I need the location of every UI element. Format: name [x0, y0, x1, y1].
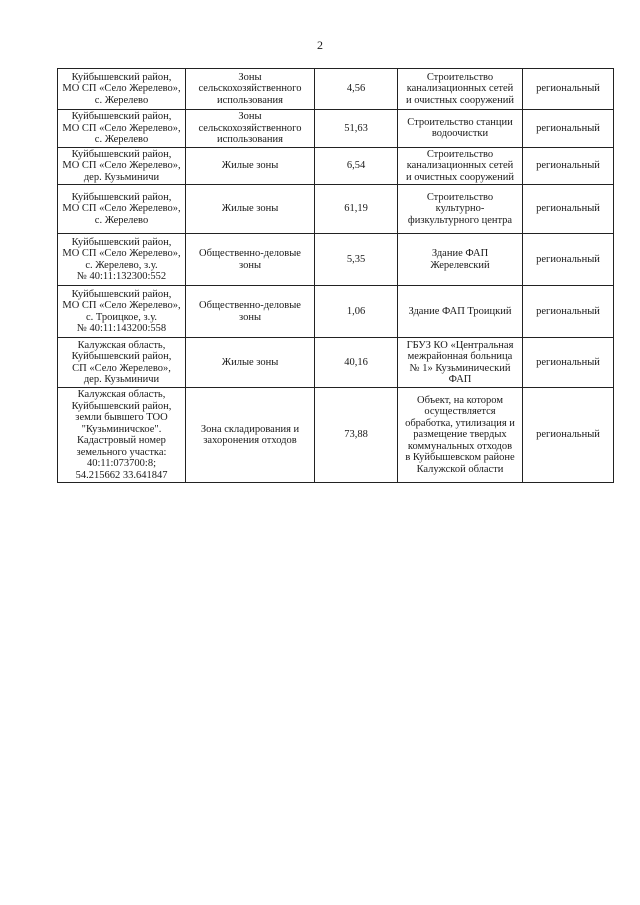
cell-zone-line: Жилые зоны — [221, 356, 279, 368]
cell-object-line: коммунальных отходов — [407, 440, 513, 452]
cell-zone-line: Общественно-деловые — [199, 300, 301, 311]
cell-object-line: Калужской области — [416, 463, 504, 475]
cell-area: 61,19 — [315, 185, 398, 234]
cell-object-line: в Куйбышевском районе — [405, 452, 515, 464]
cell-location-line: Калужская область, — [77, 389, 166, 400]
table-row — [58, 338, 614, 388]
cell-location-line: МО СП «Село Жерелево», — [62, 122, 181, 134]
cell-significance: региональный — [523, 147, 614, 185]
cell-location — [58, 147, 186, 185]
cell-zone-line: Жилые зоны — [221, 203, 279, 215]
cell-object — [398, 185, 523, 234]
cell-location-line: дер. Кузьминичи — [83, 374, 160, 385]
cell-object-line: канализационных сетей — [406, 83, 514, 95]
cell-object — [398, 286, 523, 338]
cell-zone-line: Зоны — [238, 71, 262, 83]
cell-location-line: Куйбышевский район, — [71, 288, 172, 300]
cell-object-line: ГБУЗ КО «Центральная — [406, 339, 514, 351]
cell-object-line: ФАП — [448, 374, 472, 385]
cell-object-line: Объект, на котором — [417, 394, 503, 406]
page-number: 2 — [317, 38, 323, 52]
cell-location-line: Куйбышевский район, — [71, 351, 172, 362]
cell-zone — [186, 110, 315, 148]
cell-zone — [186, 388, 315, 483]
cell-location-line: СП «Село Жерелево», — [72, 362, 171, 374]
cell-significance: региональный — [523, 286, 614, 338]
cell-location — [58, 69, 186, 110]
cell-zone-line: Зона складирования и — [200, 423, 300, 435]
table-row — [58, 234, 614, 286]
cell-object — [398, 147, 523, 185]
table-row — [58, 286, 614, 338]
cell-zone-line: Общественно-деловые — [199, 248, 301, 259]
cell-location-line: дер. Кузьминичи — [83, 171, 160, 183]
cell-location-line: с. Троицкое, з.у. — [85, 311, 158, 323]
cell-area: 40,16 — [315, 338, 398, 388]
cell-location-line: Кадастровый номер — [77, 435, 166, 446]
cell-location-line: № 40:11:143200:558 — [76, 323, 167, 334]
cell-object-line: размещение твердых — [413, 429, 507, 441]
cell-zone — [186, 69, 315, 110]
cell-location-line: № 40:11:132300:552 — [76, 271, 167, 282]
cell-zone-line: использования — [217, 134, 283, 145]
cell-zone — [186, 185, 315, 234]
cell-location-line: с. Жерелево — [94, 94, 149, 106]
cell-object-line: канализационных сетей — [406, 160, 514, 171]
cell-location — [58, 185, 186, 234]
cell-area: 5,35 — [315, 234, 398, 286]
cell-object-line: и очистных сооружений — [406, 94, 514, 106]
cell-location-line: Калужская область, — [77, 339, 166, 351]
cell-zone-line: Жилые зоны — [221, 160, 279, 171]
cell-location-line: Куйбышевский район, — [71, 236, 172, 248]
cell-location-line: с. Жерелево — [94, 214, 149, 226]
cell-location-line: 54.215662 33.641847 — [75, 469, 168, 481]
cell-object-line: межрайонная больница — [407, 351, 513, 362]
cell-object-line: и очистных сооружений — [406, 171, 514, 183]
cell-location-line: МО СП «Село Жерелево», — [62, 300, 181, 311]
cell-area: 73,88 — [315, 388, 398, 483]
cell-zone — [186, 147, 315, 185]
table-row — [58, 147, 614, 185]
cell-zone-line: зоны — [238, 311, 261, 323]
cell-area: 4,56 — [315, 69, 398, 110]
cell-location-line: земли бывшего ТОО — [75, 412, 168, 423]
cell-zone — [186, 234, 315, 286]
cell-zone-line: захоронения отходов — [203, 435, 297, 446]
cell-object-line: Строительство станции — [407, 116, 513, 128]
cell-object-line: культурно- — [435, 203, 485, 215]
cell-zone-line: сельскохозяйственного — [198, 122, 302, 134]
cell-zone-line: сельскохозяйственного — [198, 83, 302, 95]
cell-object — [398, 110, 523, 148]
cell-zone-line: зоны — [238, 259, 261, 271]
cell-location-line: МО СП «Село Жерелево», — [62, 160, 181, 171]
cell-object-line: Строительство — [426, 148, 494, 160]
cell-zone-line: использования — [217, 94, 283, 106]
cell-object-line: Строительство — [426, 71, 494, 83]
cell-object — [398, 234, 523, 286]
cell-significance: региональный — [523, 69, 614, 110]
cell-location — [58, 110, 186, 148]
cell-object-line: № 1» Кузьминический — [409, 362, 511, 374]
cell-zone — [186, 338, 315, 388]
cell-object-line: Жерелевский — [430, 259, 490, 271]
cell-significance: региональный — [523, 110, 614, 148]
table-row — [58, 388, 614, 483]
cell-location-line: Куйбышевский район, — [71, 71, 172, 83]
cell-location-line: МО СП «Село Жерелево», — [62, 248, 181, 259]
cell-object — [398, 338, 523, 388]
table-row — [58, 69, 614, 110]
table-row — [58, 185, 614, 234]
zones-table — [57, 68, 614, 483]
cell-location-line: "Кузьминичское". — [81, 423, 162, 435]
cell-object-line: Здание ФАП Троицкий — [408, 305, 512, 317]
cell-location-line: Куйбышевский район, — [71, 111, 172, 122]
cell-object — [398, 69, 523, 110]
cell-location — [58, 234, 186, 286]
cell-object — [398, 388, 523, 483]
cell-object-line: водоочистки — [431, 128, 489, 140]
cell-significance: региональный — [523, 185, 614, 234]
cell-location-line: Куйбышевский район, — [71, 148, 172, 160]
cell-area: 1,06 — [315, 286, 398, 338]
cell-object-line: осуществляется — [424, 406, 496, 418]
cell-location-line: Куйбышевский район, — [71, 191, 172, 203]
cell-location-line: 40:11:073700:8; — [86, 458, 157, 469]
cell-location — [58, 338, 186, 388]
table-row — [58, 110, 614, 148]
cell-object-line: физкультурного центра — [407, 214, 513, 226]
cell-significance: региональный — [523, 388, 614, 483]
cell-location — [58, 286, 186, 338]
cell-location — [58, 388, 186, 483]
cell-location-line: МО СП «Село Жерелево», — [62, 83, 181, 95]
cell-object-line: обработка, утилизация и — [405, 417, 515, 429]
cell-location-line: земельного участка: — [76, 446, 167, 458]
cell-area: 6,54 — [315, 147, 398, 185]
cell-location-line: МО СП «Село Жерелево», — [62, 203, 181, 215]
cell-location-line: с. Жерелево, з.у. — [85, 259, 158, 271]
cell-zone — [186, 286, 315, 338]
cell-significance: региональный — [523, 338, 614, 388]
cell-area: 51,63 — [315, 110, 398, 148]
cell-location-line: Куйбышевский район, — [71, 400, 172, 412]
cell-significance: региональный — [523, 234, 614, 286]
cell-location-line: с. Жерелево — [94, 134, 149, 145]
cell-object-line: Здание ФАП — [431, 248, 489, 259]
table-body — [58, 69, 614, 483]
cell-object-line: Строительство — [426, 191, 494, 203]
cell-zone-line: Зоны — [238, 111, 262, 122]
